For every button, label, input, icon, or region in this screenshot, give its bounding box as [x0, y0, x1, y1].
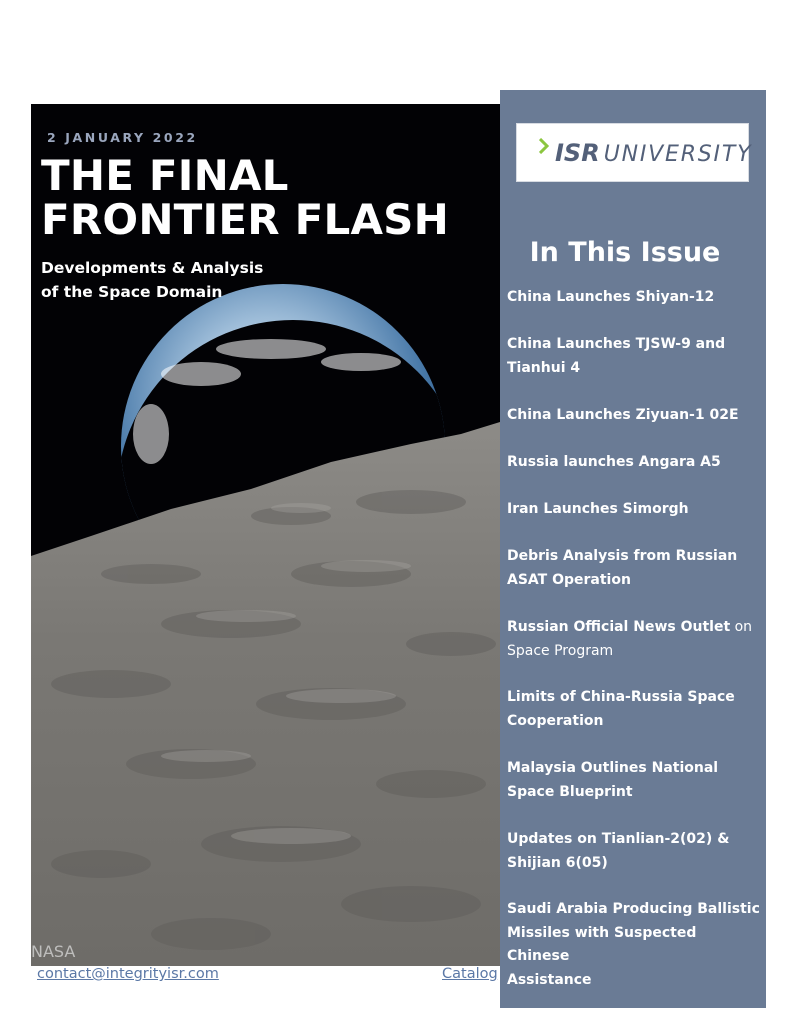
- newsletter-subtitle: [41, 256, 341, 304]
- logo-wordmark: [555, 139, 752, 167]
- logo-chevron-icon: [539, 138, 551, 154]
- newsletter-title: [41, 151, 449, 244]
- in-this-issue-sidebar: [500, 90, 766, 1008]
- toc-item-saudi-missiles[interactable]: Saudi Arabia Producing Ballistic Missiles with Suspected Chinese Assistance: [507, 901, 760, 988]
- logo-university-text: UNIVERSITY: [603, 142, 753, 167]
- isr-university-logo: [516, 123, 753, 182]
- cover-image-panel: [31, 104, 500, 966]
- title-line-1: THE FINAL: [41, 151, 289, 200]
- subtitle-line-2: of the Space Domain: [41, 283, 223, 301]
- toc-item-china-russia-cooperation[interactable]: Limits of China-Russia Space Cooperation: [507, 689, 735, 729]
- toc-item-angara[interactable]: Russia launches Angara A5: [507, 454, 721, 470]
- in-this-issue-heading: In This Issue: [529, 237, 721, 268]
- catalog-link[interactable]: Catalog: [442, 966, 498, 982]
- image-credit: NASA: [31, 942, 76, 961]
- toc-item-debris-analysis[interactable]: Debris Analysis from Russian ASAT Operation: [507, 548, 738, 588]
- contact-email-link[interactable]: contact@integrityisr.com: [37, 966, 219, 982]
- toc-item-tianlian-shijian[interactable]: Updates on Tianlian-2(02) & Shijian 6(05): [507, 831, 730, 871]
- logo-isr-text: ISR: [555, 139, 600, 167]
- toc-item-shiyan-12[interactable]: China Launches Shiyan-12: [507, 289, 715, 305]
- toc-item-tjsw-9[interactable]: China Launches TJSW-9 and Tianhui 4: [507, 336, 726, 376]
- toc-item-ziyuan[interactable]: China Launches Ziyuan-1 02E: [507, 407, 739, 423]
- toc-item-russian-news-outlet[interactable]: Russian Official News Outlet on Space Program: [507, 619, 753, 659]
- issue-date: 2 JANUARY 2022: [47, 130, 198, 145]
- toc-item-simorgh[interactable]: Iran Launches Simorgh: [507, 501, 689, 517]
- title-line-2: FRONTIER FLASH: [41, 195, 449, 244]
- toc-item-malaysia-blueprint[interactable]: Malaysia Outlines National Space Blueprint: [507, 760, 719, 800]
- subtitle-line-1: Developments & Analysis: [41, 259, 264, 277]
